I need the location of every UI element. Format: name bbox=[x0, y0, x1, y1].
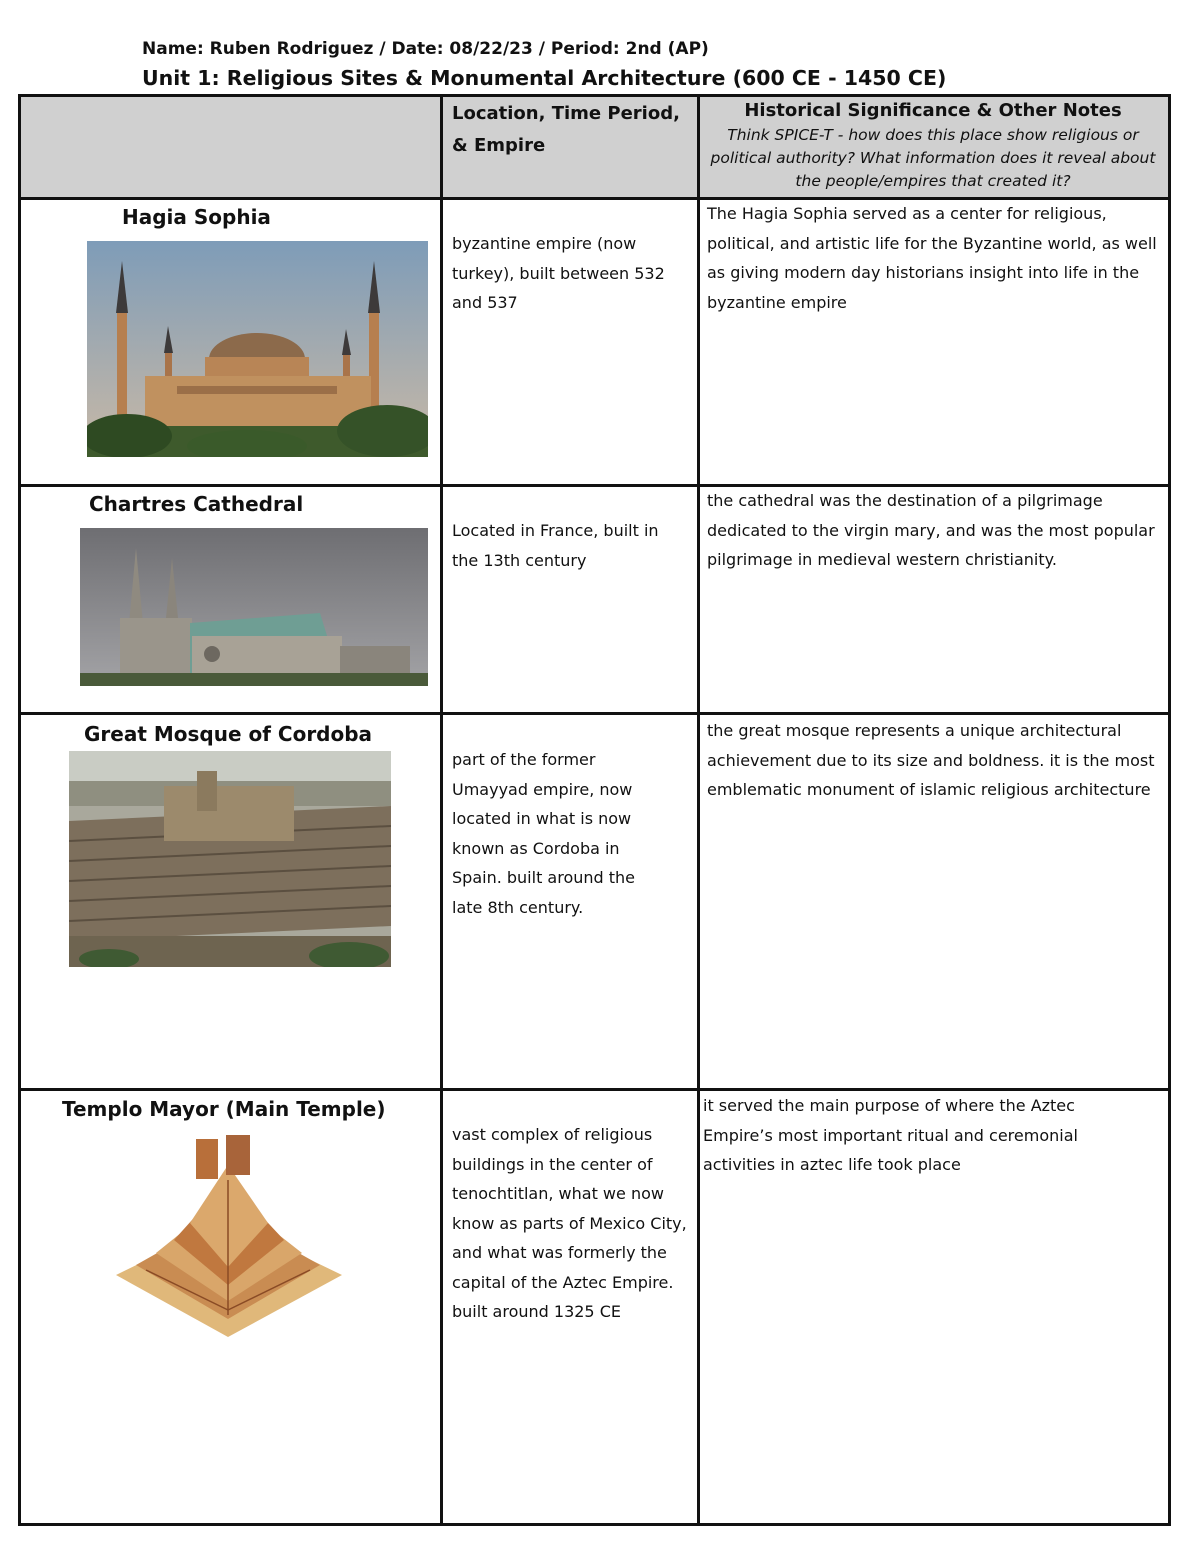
notes-great-mosque-of-cordoba: the great mosque represents a unique architectural achievement due to its size and boldness. it is the most emblematic monument of islamic religious architecture bbox=[707, 721, 1155, 799]
hagia-sophia-photo bbox=[87, 241, 428, 457]
location-hagia-sophia: byzantine empire (now turkey), built between 532 and 537 bbox=[452, 234, 665, 312]
page-title: Unit 1: Religious Sites & Monumental Architecture (600 CE - 1450 CE) bbox=[142, 66, 947, 90]
column-header-significance-title: Historical Significance & Other Notes bbox=[744, 100, 1122, 121]
column-header-significance-prompt: Think SPICE-T - how does this place show religious or political authority? What information does it reveal about the people/empires that created it? bbox=[710, 126, 1156, 190]
notes-chartres-cathedral: the cathedral was the destination of a pilgrimage dedicated to the virgin mary, and was the most popular pilgrimage in medieval western christianity. bbox=[707, 491, 1155, 569]
notes-hagia-sophia: The Hagia Sophia served as a center for religious, political, and artistic life for the Byzantine world, as well as giving modern day historians insight into life in the byzantine empire bbox=[707, 204, 1157, 312]
site-name-chartres-cathedral: Chartres Cathedral bbox=[89, 492, 304, 516]
chartres-cathedral-photo bbox=[80, 528, 428, 686]
great-mosque-of-cordoba-photo bbox=[69, 751, 391, 967]
notes-templo-mayor: it served the main purpose of where the Aztec Empire’s most important ritual and ceremonial activities in aztec life took place bbox=[703, 1096, 1078, 1174]
site-name-templo-mayor: Templo Mayor (Main Temple) bbox=[62, 1097, 386, 1121]
location-chartres-cathedral: Located in France, built in the 13th century bbox=[452, 521, 659, 570]
site-name-hagia-sophia: Hagia Sophia bbox=[122, 205, 271, 229]
column-header-location: Location, Time Period, & Empire bbox=[452, 103, 680, 156]
column-header-significance bbox=[700, 98, 1166, 193]
header-line: Name: Ruben Rodriguez / Date: 08/22/23 / Period: 2nd (AP) bbox=[142, 39, 709, 59]
location-great-mosque-of-cordoba: part of the former Umayyad empire, now located in what is now known as Cordoba in Spain. built around the late 8th century. bbox=[452, 750, 636, 917]
templo-mayor-illustration bbox=[106, 1125, 350, 1341]
site-name-great-mosque-of-cordoba: Great Mosque of Cordoba bbox=[84, 722, 373, 746]
location-templo-mayor: vast complex of religious buildings in the center of tenochtitlan, what we now know as parts of Mexico City, and what was formerly the capital of the Aztec Empire. built around 1325 CE bbox=[452, 1125, 687, 1321]
